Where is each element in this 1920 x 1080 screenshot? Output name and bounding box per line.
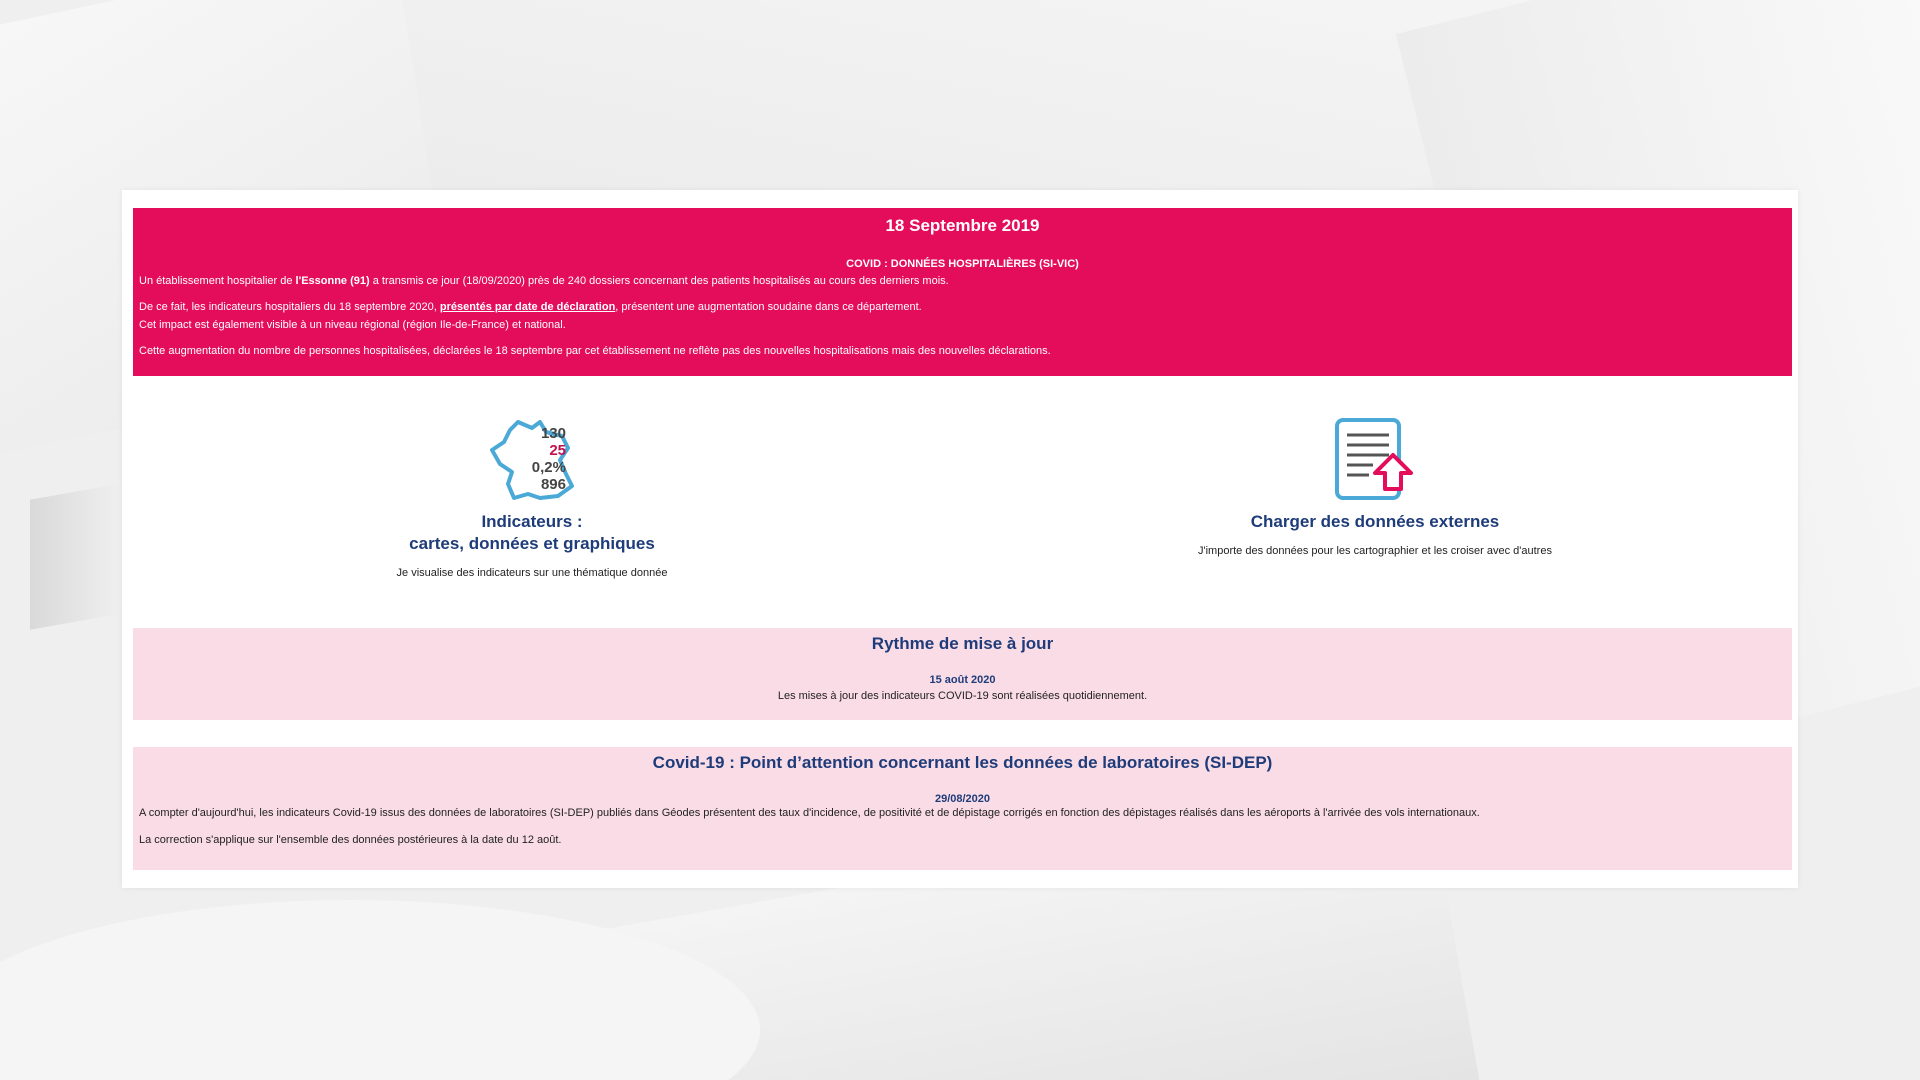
alert-bold-location: l'Essonne (91) <box>295 275 370 287</box>
update-rhythm-text: Les mises à jour des indicateurs COVID-19 sont réalisées quotidiennement. <box>777 690 1148 702</box>
alert-paragraph-4: Cette augmentation du nombre de personnes hospitalisées, déclarées le 18 septembre par cet établissement ne reflète pas des nouvelles hospitalisations mais des nouvelles déclarations. <box>139 345 1051 357</box>
declaration-date-link[interactable]: présentés par date de déclaration <box>439 301 616 313</box>
icon-number: 896 <box>540 476 566 493</box>
alert-date-title: 18 Septembre 2019 <box>885 216 1040 235</box>
icon-number: 0,2% <box>531 459 566 476</box>
sidep-notice-text-1: A compter d'aujourd'hui, les indicateurs Covid-19 issus des données de laboratoires (SI-DEP) publiés dans Géodes présentent des taux d'incidence, de positivité et de dépistage corrigés en fonction des dépistages réalisés dans les aéroports à l'arrivée des vols internationaux. <box>139 807 1480 819</box>
sidep-notice-text-2: La correction s'applique sur l'ensemble des données postérieures à la date du 12 août. <box>139 834 562 846</box>
indicators-description: Je visualise des indicateurs sur une thématique donnée <box>396 567 668 579</box>
sidep-notice-title: Covid-19 : Point d’attention concernant les données de laboratoires (SI-DEP) <box>652 753 1273 772</box>
indicators-title: Indicateurs : cartes, données et graphiques <box>409 512 655 553</box>
icon-number: 25 <box>549 442 566 459</box>
update-rhythm-title: Rythme de mise à jour <box>871 634 1054 653</box>
sidep-notice-section <box>133 747 1792 870</box>
alert-paragraph-3: Cet impact est également visible à un niveau régional (région Ile-de-France) et national. <box>139 319 566 331</box>
update-rhythm-section <box>133 628 1792 720</box>
france-map-icon <box>488 418 576 502</box>
sidep-notice-date: 29/08/2020 <box>934 793 991 805</box>
indicators-card[interactable] <box>272 415 792 579</box>
icon-number: 130 <box>540 425 566 442</box>
document-upload-icon <box>1333 417 1417 503</box>
upload-data-description: J'importe des données pour les cartographier et les croiser avec d'autres <box>1198 545 1552 557</box>
alert-subtitle: COVID : DONNÉES HOSPITALIÈRES (SI-VIC) <box>846 258 1079 270</box>
upload-data-title: Charger des données externes <box>1250 512 1500 531</box>
alert-paragraph-2: De ce fait, les indicateurs hospitaliers du 18 septembre 2020, présentés par date de déclaration, présentent une augmentation soudaine dans ce département. <box>139 301 922 313</box>
alert-banner <box>133 208 1792 376</box>
update-rhythm-date: 15 août 2020 <box>929 674 996 686</box>
alert-paragraph-1: Un établissement hospitalier de l'Essonne (91) a transmis ce jour (18/09/2020) près de 240 dossiers concernant des patients hospitalisés au cours des derniers mois. <box>139 275 949 287</box>
content-panel <box>122 190 1798 888</box>
upload-data-card[interactable] <box>1115 415 1635 557</box>
